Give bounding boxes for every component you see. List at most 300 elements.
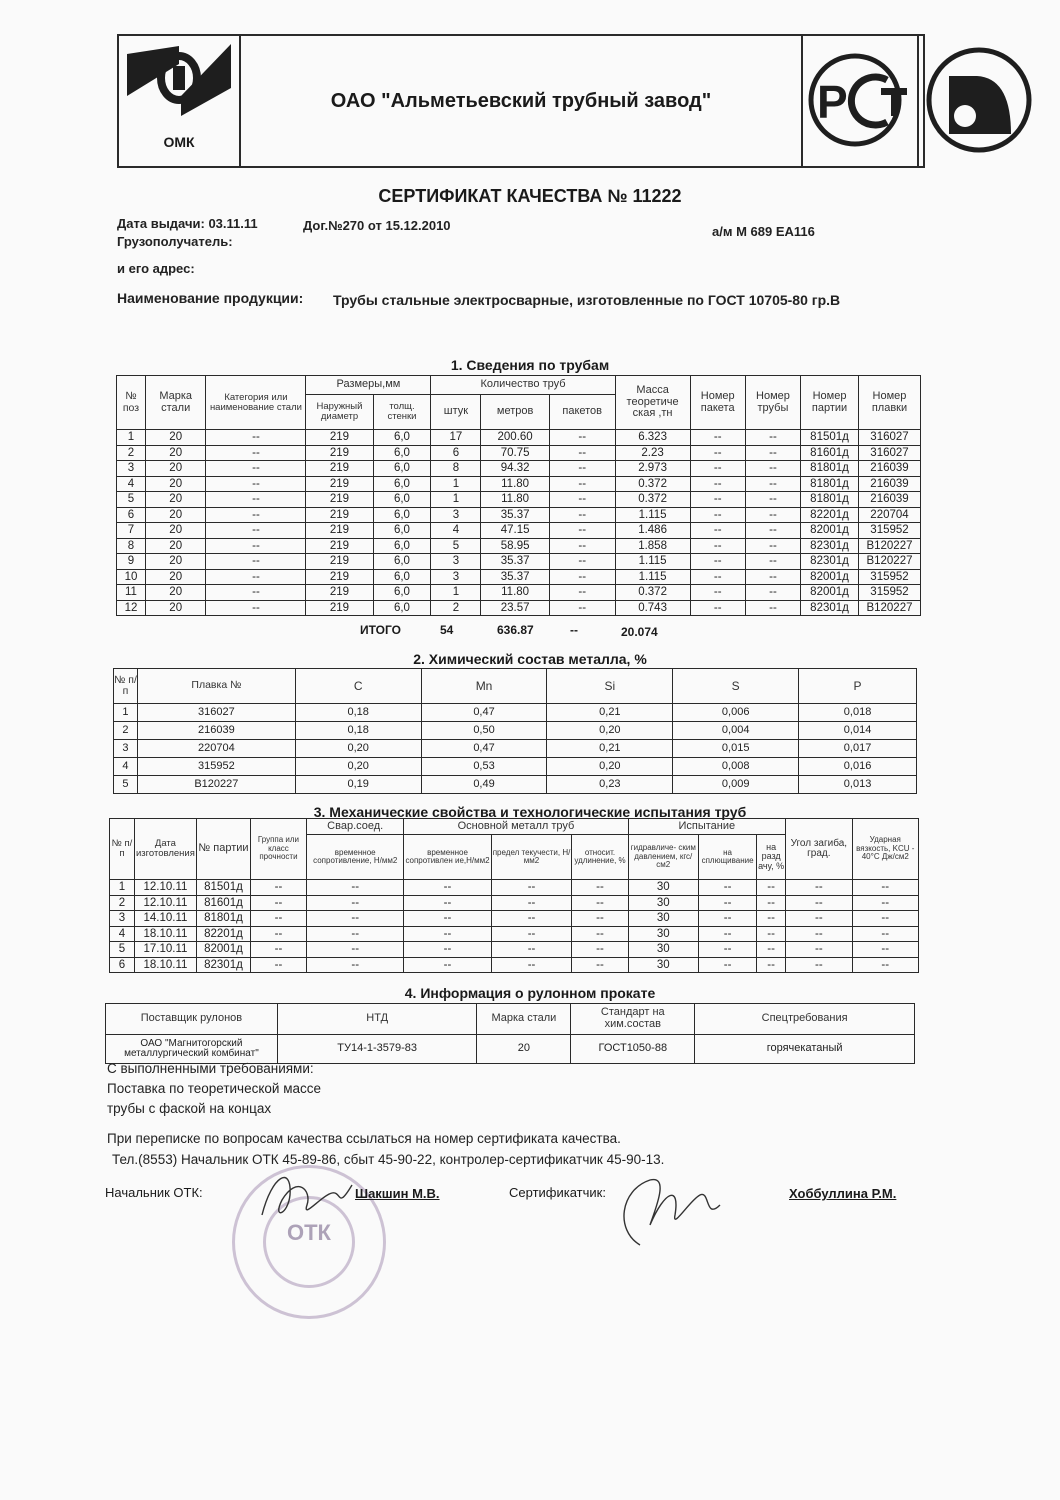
otk-signature-icon bbox=[252, 1165, 362, 1225]
mech-cell: 81801д bbox=[197, 911, 251, 927]
mechanical-table bbox=[109, 818, 919, 973]
pipe-cell: -- bbox=[206, 600, 306, 616]
pipe-cell: 20 bbox=[145, 461, 206, 477]
chem-cell: 5 bbox=[114, 776, 138, 794]
mech-cell: -- bbox=[786, 942, 852, 958]
col-pos: № поз bbox=[117, 376, 146, 430]
pipe-cell: 12 bbox=[117, 600, 146, 616]
col-weld-tensile: временное сопротивление, Н/мм2 bbox=[306, 835, 404, 880]
pipe-cell: 219 bbox=[306, 476, 373, 492]
mech-row bbox=[110, 911, 919, 927]
pipe-cell: 1 bbox=[117, 430, 146, 446]
mech-cell: -- bbox=[852, 880, 918, 896]
mech-cell: -- bbox=[572, 957, 628, 973]
pipe-cell: 1.115 bbox=[615, 554, 690, 570]
pipe-row bbox=[117, 585, 921, 601]
omk-label: ОМК bbox=[163, 134, 195, 150]
mech-cell: -- bbox=[404, 942, 491, 958]
mech-cell: 30 bbox=[628, 942, 699, 958]
mech-cell: -- bbox=[572, 911, 628, 927]
pipe-cell: -- bbox=[549, 430, 615, 446]
note-requirements: С выполненными требованиями: bbox=[107, 1061, 314, 1076]
pipe-cell: 216039 bbox=[858, 476, 920, 492]
pipe-cell: 1.115 bbox=[615, 569, 690, 585]
col-quantity: Количество труб bbox=[431, 376, 615, 395]
omk-logo bbox=[119, 36, 241, 166]
chem-cell: 0,47 bbox=[421, 740, 547, 758]
pipe-cell: -- bbox=[745, 492, 800, 508]
chem-cell: 0,49 bbox=[421, 776, 547, 794]
contract: Дог.№270 от 15.12.2010 bbox=[303, 218, 451, 233]
pipe-cell: 4 bbox=[117, 476, 146, 492]
pipe-cell: 20 bbox=[145, 507, 206, 523]
mech-cell: -- bbox=[250, 880, 306, 896]
pipe-cell: 11.80 bbox=[481, 476, 549, 492]
pipe-cell: 6,0 bbox=[373, 538, 431, 554]
col-weld: Свар.соед. bbox=[306, 819, 404, 835]
certificate-title: СЕРТИФИКАТ КАЧЕСТВА № 11222 bbox=[378, 186, 682, 206]
pipe-cell: 1.486 bbox=[615, 523, 690, 539]
col-pipe-no: Номер трубы bbox=[745, 376, 800, 430]
mech-cell: -- bbox=[404, 895, 491, 911]
pipe-cell: 35.37 bbox=[481, 569, 549, 585]
chem-header: C bbox=[295, 669, 421, 704]
mech-cell: 30 bbox=[628, 895, 699, 911]
col-expand: на разд ачу, % bbox=[757, 835, 786, 880]
pipe-cell: 6,0 bbox=[373, 445, 431, 461]
mech-cell: 14.10.11 bbox=[134, 911, 196, 927]
chem-row bbox=[114, 704, 917, 722]
svg-text:Р: Р bbox=[817, 76, 848, 128]
mech-cell: -- bbox=[757, 942, 786, 958]
chem-cell: 0,014 bbox=[799, 722, 917, 740]
chem-cell: 0,23 bbox=[547, 776, 673, 794]
col-test: Испытание bbox=[628, 819, 786, 835]
pipe-cell: -- bbox=[549, 476, 615, 492]
pipe-cell: 20 bbox=[145, 523, 206, 539]
pipe-cell: 3 bbox=[431, 507, 481, 523]
chem-cell: 3 bbox=[114, 740, 138, 758]
chem-row bbox=[114, 776, 917, 794]
mech-cell: -- bbox=[699, 895, 757, 911]
note-theoretical-mass: Поставка по теоретической массе bbox=[107, 1081, 321, 1096]
section1-title: 1. Сведения по трубам bbox=[450, 357, 610, 373]
omk-logo-icon bbox=[119, 36, 239, 146]
pipe-row bbox=[117, 569, 921, 585]
mech-cell: -- bbox=[491, 911, 572, 927]
note-correspondence: При переписке по вопросам качества ссылаться на номер сертификата качества. bbox=[107, 1131, 621, 1146]
pipe-cell: 11.80 bbox=[481, 585, 549, 601]
pipe-cell: 315952 bbox=[858, 523, 920, 539]
chem-cell: 0,018 bbox=[799, 704, 917, 722]
pipe-cell: 216039 bbox=[858, 492, 920, 508]
mech-cell: 3 bbox=[110, 911, 135, 927]
pipe-cell: 2 bbox=[117, 445, 146, 461]
pipe-cell: -- bbox=[690, 430, 745, 446]
pipe-cell: 20 bbox=[145, 445, 206, 461]
mech-cell: -- bbox=[491, 942, 572, 958]
pipe-cell: 219 bbox=[306, 600, 373, 616]
mech-cell: 12.10.11 bbox=[134, 880, 196, 896]
col-category: Категория или наименование стали bbox=[206, 376, 306, 430]
mech-cell: -- bbox=[786, 895, 852, 911]
pipe-cell: 315952 bbox=[858, 585, 920, 601]
pipe-cell: 6,0 bbox=[373, 476, 431, 492]
pipe-cell: 58.95 bbox=[481, 538, 549, 554]
pipe-cell: -- bbox=[549, 538, 615, 554]
pipe-cell: 219 bbox=[306, 538, 373, 554]
otk-label: Начальник ОТК: bbox=[105, 1185, 203, 1200]
mech-cell: -- bbox=[250, 911, 306, 927]
pipe-cell: 200.60 bbox=[481, 430, 549, 446]
chem-cell: 0,013 bbox=[799, 776, 917, 794]
chem-cell: 315952 bbox=[137, 758, 295, 776]
pipe-cell: 2.973 bbox=[615, 461, 690, 477]
chem-cell: 0,19 bbox=[295, 776, 421, 794]
col-group: Группа или класс прочности bbox=[250, 819, 306, 880]
mech-cell: -- bbox=[491, 926, 572, 942]
otk-name: Шакшин М.В. bbox=[355, 1186, 440, 1201]
col-batch-no: Номер партии bbox=[801, 376, 859, 430]
pipe-cell: -- bbox=[549, 585, 615, 601]
pipe-cell: 5 bbox=[117, 492, 146, 508]
pipe-cell: 23.57 bbox=[481, 600, 549, 616]
pipe-cell: -- bbox=[745, 476, 800, 492]
letterhead bbox=[117, 34, 925, 168]
pipe-cell: 6,0 bbox=[373, 430, 431, 446]
mech-row bbox=[110, 926, 919, 942]
chem-cell: 0,21 bbox=[547, 704, 673, 722]
company-name: ОАО "Альметьевский трубный завод" bbox=[241, 36, 803, 166]
col-pcs: штук bbox=[431, 395, 481, 430]
pipe-cell: -- bbox=[690, 600, 745, 616]
pipe-cell: -- bbox=[690, 538, 745, 554]
pipe-cell: 0.372 bbox=[615, 492, 690, 508]
col-packs: пакетов bbox=[549, 395, 615, 430]
pipe-cell: -- bbox=[549, 507, 615, 523]
pipe-cell: 82001д bbox=[801, 585, 859, 601]
mech-cell: -- bbox=[757, 911, 786, 927]
pipe-row bbox=[117, 538, 921, 554]
pipe-cell: -- bbox=[206, 507, 306, 523]
pipe-cell: 6,0 bbox=[373, 554, 431, 570]
col-pack-no: Номер пакета bbox=[690, 376, 745, 430]
col-outer-diam: Наружный диаметр bbox=[306, 395, 373, 430]
mech-cell: 18.10.11 bbox=[134, 926, 196, 942]
pipe-cell: 216039 bbox=[858, 461, 920, 477]
pipe-cell: -- bbox=[206, 430, 306, 446]
pipe-plant-logo-icon bbox=[919, 36, 1041, 166]
mech-cell: 1 bbox=[110, 880, 135, 896]
pipe-row bbox=[117, 554, 921, 570]
pipe-cell: 219 bbox=[306, 554, 373, 570]
pipe-cell: -- bbox=[745, 600, 800, 616]
mech-cell: 81601д bbox=[197, 895, 251, 911]
pipe-cell: -- bbox=[549, 569, 615, 585]
pipe-cell: -- bbox=[206, 476, 306, 492]
mech-cell: -- bbox=[757, 880, 786, 896]
pipe-cell: 219 bbox=[306, 523, 373, 539]
pipe-cell: -- bbox=[690, 461, 745, 477]
col-date: Дата изготовления bbox=[134, 819, 196, 880]
chem-cell: 0,017 bbox=[799, 740, 917, 758]
pipe-cell: -- bbox=[206, 523, 306, 539]
pipe-cell: 20 bbox=[145, 554, 206, 570]
mech-cell: -- bbox=[786, 957, 852, 973]
coil-table bbox=[105, 1003, 915, 1064]
mech-cell: -- bbox=[852, 895, 918, 911]
total-pcs: 54 bbox=[440, 623, 454, 637]
pipe-cell: -- bbox=[206, 538, 306, 554]
mech-cell: -- bbox=[699, 880, 757, 896]
mech-cell: -- bbox=[404, 957, 491, 973]
mech-cell: -- bbox=[786, 926, 852, 942]
mech-cell: 82201д bbox=[197, 926, 251, 942]
chem-cell: 0,20 bbox=[547, 722, 673, 740]
pipe-cell: 220704 bbox=[858, 507, 920, 523]
col-base-tensile: временное сопротивлен ие,Н/мм2 bbox=[404, 835, 491, 880]
section3-title: 3. Механические свойства и технологические испытания труб bbox=[313, 804, 747, 820]
pipe-cell: 81801д bbox=[801, 476, 859, 492]
rst-certification-mark-icon bbox=[799, 36, 919, 166]
pipe-cell: 35.37 bbox=[481, 507, 549, 523]
chem-cell: 0,50 bbox=[421, 722, 547, 740]
pipe-cell: 1.858 bbox=[615, 538, 690, 554]
pipe-cell: 82301д bbox=[801, 538, 859, 554]
pipe-cell: -- bbox=[206, 569, 306, 585]
pipe-cell: -- bbox=[549, 554, 615, 570]
col-mass: Масса теоретиче ская ,тн bbox=[615, 376, 690, 430]
chem-cell: 316027 bbox=[137, 704, 295, 722]
pipe-cell: -- bbox=[690, 507, 745, 523]
pipe-cell: -- bbox=[745, 585, 800, 601]
pipe-cell: 20 bbox=[145, 600, 206, 616]
chem-cell: В120227 bbox=[137, 776, 295, 794]
pipe-cell: 20 bbox=[145, 538, 206, 554]
chem-header: Плавка № bbox=[137, 669, 295, 704]
pipe-cell: -- bbox=[690, 554, 745, 570]
pipe-cell: 17 bbox=[431, 430, 481, 446]
section4-title: 4. Информация о рулонном прокате bbox=[404, 985, 656, 1001]
certifier-signature-icon bbox=[610, 1170, 730, 1250]
mech-cell: -- bbox=[699, 911, 757, 927]
chem-header: P bbox=[799, 669, 917, 704]
chem-cell: 4 bbox=[114, 758, 138, 776]
pipe-cell: -- bbox=[549, 523, 615, 539]
mech-cell: 6 bbox=[110, 957, 135, 973]
chem-cell: 0,006 bbox=[673, 704, 799, 722]
pipe-cell: В120227 bbox=[858, 600, 920, 616]
pipe-cell: 20 bbox=[145, 569, 206, 585]
coil-cell: ГОСТ1050-88 bbox=[571, 1035, 695, 1064]
pipe-cell: 219 bbox=[306, 492, 373, 508]
pipe-cell: 11.80 bbox=[481, 492, 549, 508]
chemistry-table bbox=[113, 668, 917, 794]
pipe-cell: 81801д bbox=[801, 492, 859, 508]
col-meters: метров bbox=[481, 395, 549, 430]
col-elongation: относит. удлинение, % bbox=[572, 835, 628, 880]
pipe-cell: -- bbox=[745, 569, 800, 585]
mech-cell: -- bbox=[250, 942, 306, 958]
coil-cell: горячекатаный bbox=[695, 1035, 915, 1064]
pipe-cell: 6,0 bbox=[373, 461, 431, 477]
chem-cell: 0,18 bbox=[295, 722, 421, 740]
coil-cell: ОАО "Магнитогорский металлургический комбинат" bbox=[106, 1035, 278, 1064]
pipe-cell: 6,0 bbox=[373, 492, 431, 508]
pipe-cell: -- bbox=[549, 600, 615, 616]
pipe-cell: 6,0 bbox=[373, 585, 431, 601]
mech-cell: -- bbox=[404, 911, 491, 927]
pipe-cell: 10 bbox=[117, 569, 146, 585]
consignee-label: Грузополучатель: bbox=[117, 234, 233, 249]
mech-cell: 81501д bbox=[197, 880, 251, 896]
col-yield: предел текучести, Н/мм2 bbox=[491, 835, 572, 880]
pipe-cell: 0.743 bbox=[615, 600, 690, 616]
mech-cell: -- bbox=[306, 926, 404, 942]
coil-cell: 20 bbox=[477, 1035, 571, 1064]
pipe-cell: 82201д bbox=[801, 507, 859, 523]
pipe-cell: 35.37 bbox=[481, 554, 549, 570]
mech-cell: 30 bbox=[628, 880, 699, 896]
col-impact: Ударная вязкость, KCU - 40°С Дж/см2 bbox=[852, 819, 918, 880]
pipe-cell: 82301д bbox=[801, 554, 859, 570]
pipes-table bbox=[116, 375, 921, 616]
mech-row bbox=[110, 880, 919, 896]
pipe-cell: -- bbox=[690, 492, 745, 508]
chem-cell: 0,20 bbox=[547, 758, 673, 776]
total-label: ИТОГО bbox=[360, 623, 401, 637]
mech-cell: -- bbox=[491, 880, 572, 896]
pipe-cell: 6 bbox=[431, 445, 481, 461]
mech-cell: 30 bbox=[628, 911, 699, 927]
pipe-cell: 6,0 bbox=[373, 507, 431, 523]
pipe-cell: 6.323 bbox=[615, 430, 690, 446]
mech-cell: 18.10.11 bbox=[134, 957, 196, 973]
mech-cell: 30 bbox=[628, 926, 699, 942]
col-hydro: гидравличе- ским давлением, кгс/см2 bbox=[628, 835, 699, 880]
pipe-cell: 0.372 bbox=[615, 476, 690, 492]
note-chamfer: трубы с фаской на концах bbox=[107, 1101, 272, 1116]
pipe-cell: -- bbox=[690, 523, 745, 539]
pipe-cell: -- bbox=[549, 445, 615, 461]
chem-cell: 0,008 bbox=[673, 758, 799, 776]
pipe-cell: 82301д bbox=[801, 600, 859, 616]
pipe-cell: 81501д bbox=[801, 430, 859, 446]
pipe-cell: 1 bbox=[431, 585, 481, 601]
address-label: и его адрес: bbox=[117, 261, 195, 276]
mech-cell: -- bbox=[404, 880, 491, 896]
pipe-cell: -- bbox=[745, 507, 800, 523]
pipe-cell: 82001д bbox=[801, 523, 859, 539]
coil-header: Стандарт на хим.состав bbox=[571, 1004, 695, 1035]
pipe-cell: 20 bbox=[145, 585, 206, 601]
mech-cell: -- bbox=[250, 957, 306, 973]
pipe-cell: 3 bbox=[431, 569, 481, 585]
mech-cell: -- bbox=[491, 895, 572, 911]
mech-cell: -- bbox=[757, 895, 786, 911]
pipe-cell: 2.23 bbox=[615, 445, 690, 461]
mech-cell: 17.10.11 bbox=[134, 942, 196, 958]
mech-cell: -- bbox=[250, 895, 306, 911]
pipe-cell: 47.15 bbox=[481, 523, 549, 539]
pipe-cell: 94.32 bbox=[481, 461, 549, 477]
pipe-cell: -- bbox=[745, 554, 800, 570]
mech-row bbox=[110, 895, 919, 911]
chem-cell: 0,016 bbox=[799, 758, 917, 776]
chem-row bbox=[114, 758, 917, 776]
chem-cell: 0,18 bbox=[295, 704, 421, 722]
chem-cell: 0,004 bbox=[673, 722, 799, 740]
mech-cell: 12.10.11 bbox=[134, 895, 196, 911]
pipe-cell: 316027 bbox=[858, 445, 920, 461]
pipe-cell: 81601д bbox=[801, 445, 859, 461]
pipe-cell: -- bbox=[745, 538, 800, 554]
pipe-cell: 1.115 bbox=[615, 507, 690, 523]
pipe-cell: 1 bbox=[431, 476, 481, 492]
pipe-cell: 219 bbox=[306, 430, 373, 446]
pipe-cell: 316027 bbox=[858, 430, 920, 446]
chem-cell: 0,015 bbox=[673, 740, 799, 758]
pipe-cell: 81801д bbox=[801, 461, 859, 477]
pipe-cell: 8 bbox=[431, 461, 481, 477]
mech-row bbox=[110, 957, 919, 973]
mech-cell: -- bbox=[572, 895, 628, 911]
mech-cell: -- bbox=[852, 957, 918, 973]
col-no: № п/п bbox=[110, 819, 135, 880]
pipe-row bbox=[117, 445, 921, 461]
pipe-cell: 315952 bbox=[858, 569, 920, 585]
mech-cell: -- bbox=[491, 957, 572, 973]
pipe-cell: -- bbox=[690, 569, 745, 585]
chem-row bbox=[114, 722, 917, 740]
pipe-cell: 11 bbox=[117, 585, 146, 601]
pipe-cell: -- bbox=[690, 585, 745, 601]
mech-cell: -- bbox=[250, 926, 306, 942]
col-base-metal: Основной металл труб bbox=[404, 819, 628, 835]
mech-cell: -- bbox=[699, 957, 757, 973]
pipe-cell: -- bbox=[745, 445, 800, 461]
pipe-cell: 3 bbox=[431, 554, 481, 570]
col-sizes: Размеры,мм bbox=[306, 376, 431, 395]
col-grade: Марка стали bbox=[145, 376, 206, 430]
pipe-cell: 219 bbox=[306, 507, 373, 523]
pipe-cell: 82001д bbox=[801, 569, 859, 585]
certifier-label: Сертификатчик: bbox=[509, 1185, 606, 1200]
section2-title: 2. Химический состав металла, % bbox=[413, 651, 647, 667]
mech-cell: -- bbox=[306, 957, 404, 973]
total-meters: 636.87 bbox=[497, 623, 534, 637]
pipe-cell: 70.75 bbox=[481, 445, 549, 461]
issue-date-label: Дата выдачи: bbox=[117, 216, 205, 231]
coil-cell: ТУ14-1-3579-83 bbox=[277, 1035, 477, 1064]
chem-cell: 0,53 bbox=[421, 758, 547, 776]
chem-cell: 0,009 bbox=[673, 776, 799, 794]
col-wall: толщ. стенки bbox=[373, 395, 431, 430]
product-name: Трубы стальные электросварные, изготовленные по ГОСТ 10705-80 гр.В bbox=[333, 292, 841, 308]
pipe-cell: -- bbox=[549, 461, 615, 477]
pipe-cell: -- bbox=[745, 523, 800, 539]
chem-cell: 0,47 bbox=[421, 704, 547, 722]
pipe-cell: 20 bbox=[145, 492, 206, 508]
pipe-row bbox=[117, 600, 921, 616]
pipe-cell: -- bbox=[690, 476, 745, 492]
pipe-row bbox=[117, 492, 921, 508]
pipe-cell: 4 bbox=[431, 523, 481, 539]
chem-cell: 0,20 bbox=[295, 758, 421, 776]
mech-cell: -- bbox=[306, 895, 404, 911]
mech-cell: -- bbox=[786, 880, 852, 896]
pipe-cell: В120227 bbox=[858, 554, 920, 570]
